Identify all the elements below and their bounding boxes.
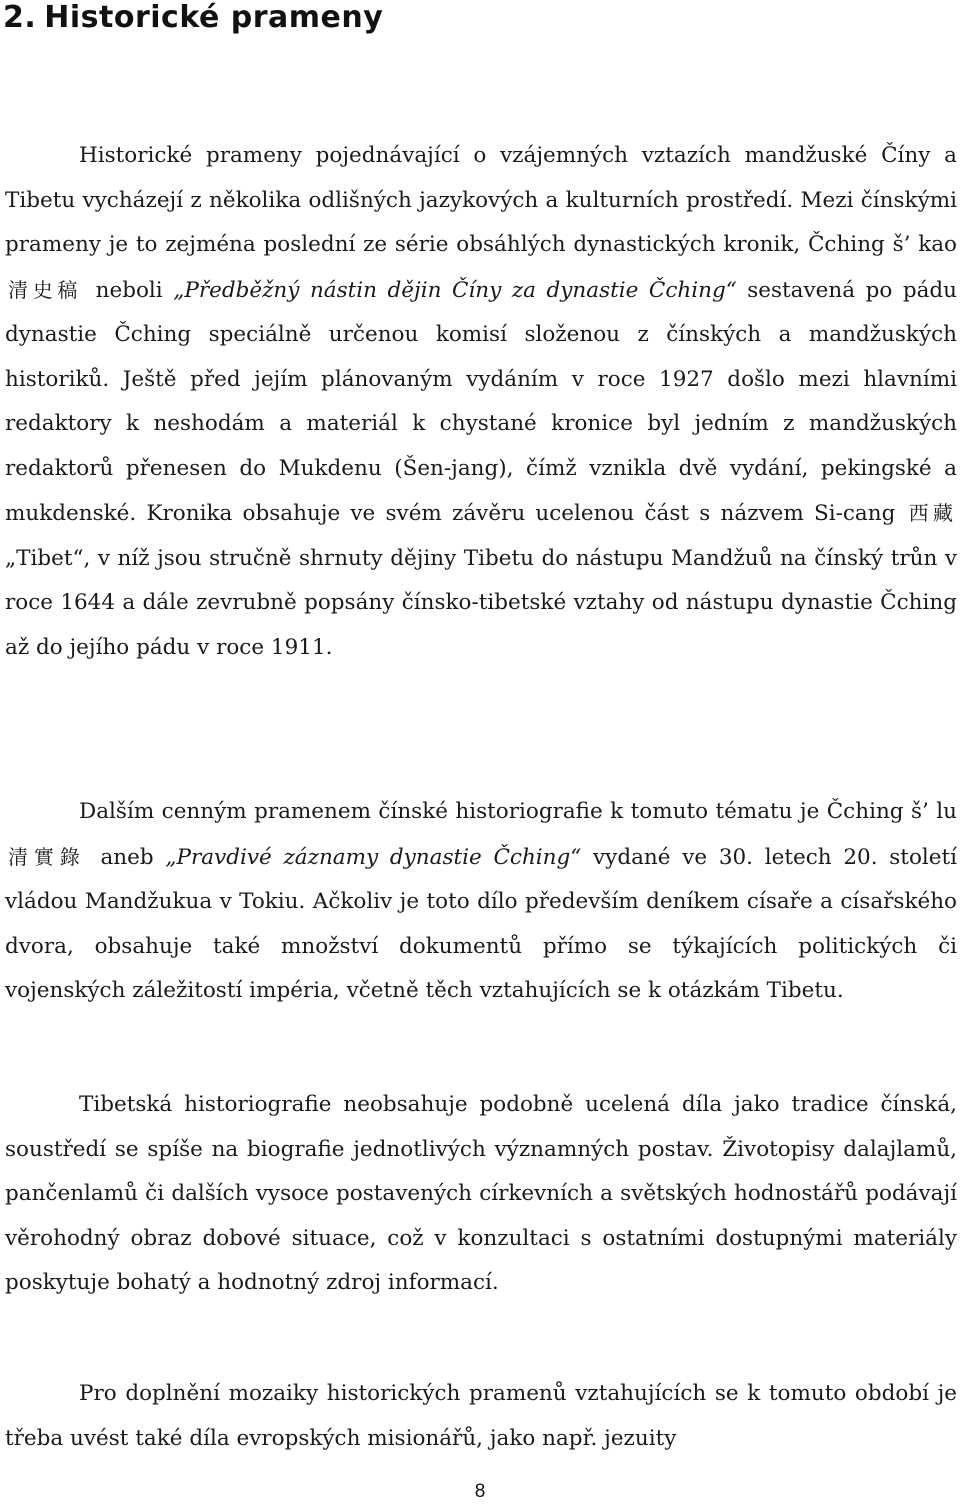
chinese-characters: 清史稿 xyxy=(8,277,83,302)
paragraph-veritable-records xyxy=(5,790,957,1014)
paragraph-text: , v níž jsou stručně shrnuty dějiny Tibetu do nástupu Mandžuů na čínský trůn v roce 1644 a dále zevrubně popsány čínsko-tibetské vztahy od nástupu dynastie Čching až do jejího pádu v roce 1911. xyxy=(5,545,957,660)
quoted-title: „Tibet“ xyxy=(5,545,84,571)
section-title: Historické prameny xyxy=(44,0,384,35)
paragraph-text: Dalším cenným pramenem čínské historiografie k tomuto tématu je Čching š’ lu xyxy=(79,799,957,824)
paragraph-text: Historické prameny pojednávající o vzájemných vztazích mandžuské Číny a Tibetu vycházejí z několika odlišných jazykových a kulturních prostředí. Mezi čínskými prameny je to zejména poslední ze série obsáhlých dynastických kronik, Čching š’ kao xyxy=(5,143,957,257)
chinese-characters: 清實錄 xyxy=(8,844,86,869)
paragraph-text: aneb xyxy=(100,844,154,870)
italic-book-title: „Předběžný nástin dějin Číny za dynastie Čching“ xyxy=(173,277,737,303)
paragraph-tibetan-historiography: Tibetská historiografie neobsahuje podobně ucelená díla jako tradice čínská, soustředí se spíše na biografie jednotlivých významných postav. Životopisy dalajlamů, pančenlamů či dalších vysoce postavených církevních a světských hodnostářů podávají věrohodný obraz dobové situace, což v konzultaci s ostatními dostupnými materiály poskytuje bohatý a hodnotný zdroj informací. xyxy=(5,1092,957,1295)
paragraph-text: vydané ve 30. letech 20. století vládou Mandžukua v Tokiu. Ačkoliv je toto dílo především deníkem císaře a císařského dvora, obsahuje také množství dokumentů přímo se týkajících politických či vojenských záležitostí impéria, včetně těch vztahujících se k otázkám Tibetu. xyxy=(5,844,958,1003)
paragraph-text: neboli xyxy=(95,277,163,303)
section-heading xyxy=(3,0,383,38)
chinese-characters: 西藏 xyxy=(908,501,954,525)
italic-book-title: „Pravdivé záznamy dynastie Čching“ xyxy=(165,844,582,870)
page-number: 8 xyxy=(474,1481,486,1502)
paragraph-text: sestavená po pádu dynastie Čching speciálně určenou komisí složenou z čínských a mandžuských historiků. Ještě před jejím plánovaným vydáním v roce 1927 došlo mezi hlavními redaktory k neshodám a materiál k chystané kronice byl jedním z mandžuských redaktorů přenesen do Mukdenu (Šen-jang), čímž vznikla dvě vydání, pekingské a mukdenské. Kronika obsahuje ve svém závěru ucelenou část s názvem Si-cang xyxy=(5,277,958,526)
paragraph-chinese-sources xyxy=(5,134,957,670)
section-number: 2. xyxy=(3,0,37,35)
paragraph-european-sources: Pro doplnění mozaiky historických pramenů vztahujících se k tomuto období je třeba uvést také díla evropských misionářů, jako např. jezuity xyxy=(5,1381,957,1451)
